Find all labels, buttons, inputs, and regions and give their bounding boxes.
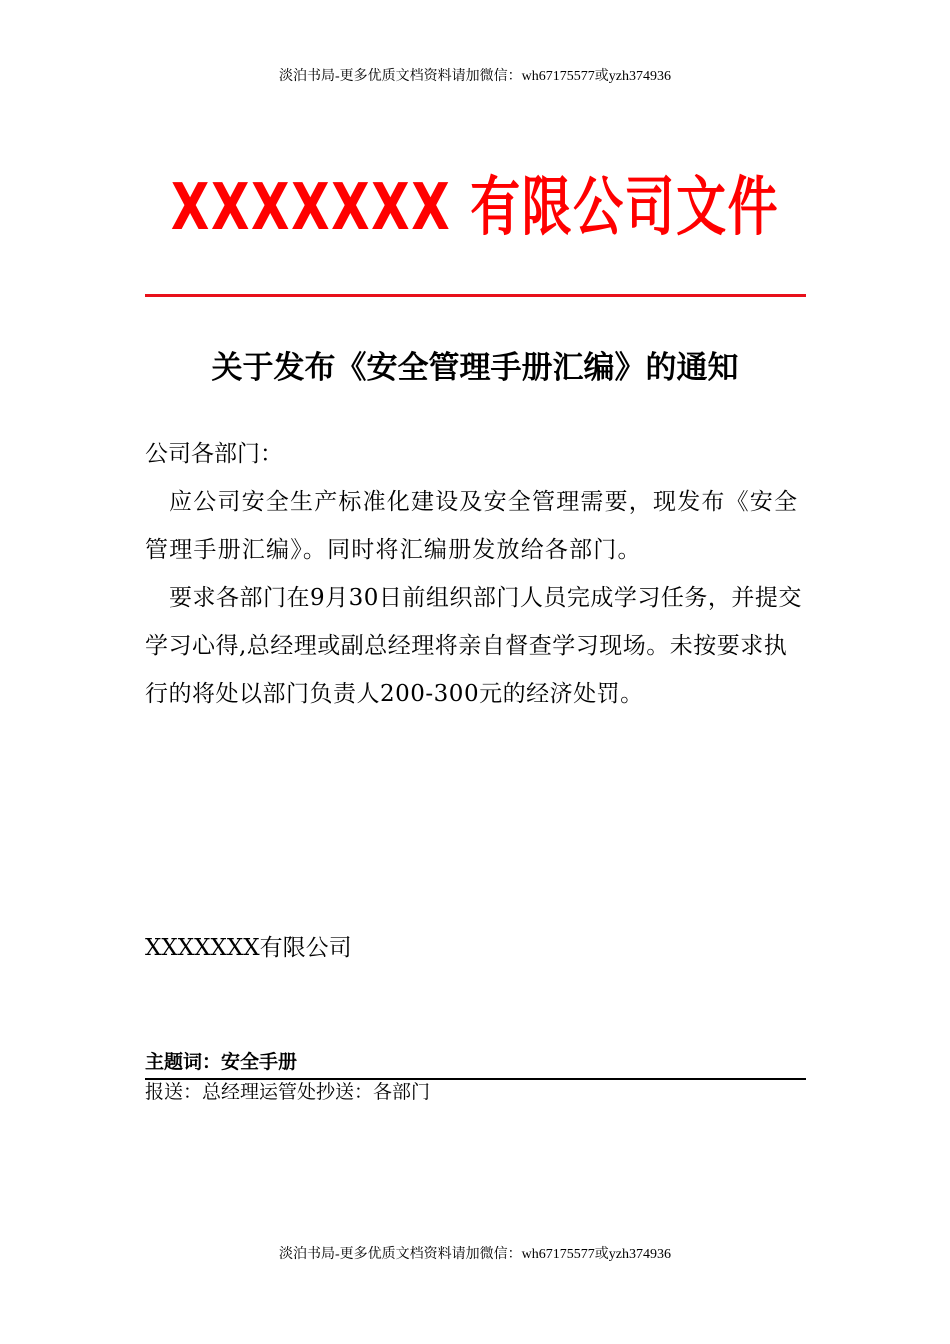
red-divider: [145, 294, 806, 297]
notice-title: 关于发布《安全管理手册汇编》的通知: [211, 350, 739, 386]
body-paragraph-1: 应公司安全生产标准化建设及安全管理需要，现发布《安全管理手册汇编》。同时将汇编册发放给各部门。: [145, 489, 799, 563]
body-paragraph-2: 要求各部门在9月30日前组织部门人员完成学习任务，并提交学习心得,总经理或副总经理将亲自督查学习现场。未按要求执行的将处以部门负责人200-300元的经济处罚。: [145, 585, 802, 707]
addressee: 公司各部门：: [145, 441, 283, 467]
page-header: 淡泊书局-更多优质文档资料请加微信：wh67175577或yzh374936: [279, 69, 671, 84]
distribution-line: 报送：总经理运管处抄送：各部门: [145, 1081, 431, 1103]
subject-words: 主题词：安全手册: [145, 1051, 298, 1073]
page-footer: 淡泊书局-更多优质文档资料请加微信：wh67175577或yzh374936: [279, 1247, 671, 1262]
signature-company: XXXXXXX有限公司: [145, 935, 352, 961]
issuer-heading: XXXXXXX 有限公司文件: [170, 171, 780, 245]
